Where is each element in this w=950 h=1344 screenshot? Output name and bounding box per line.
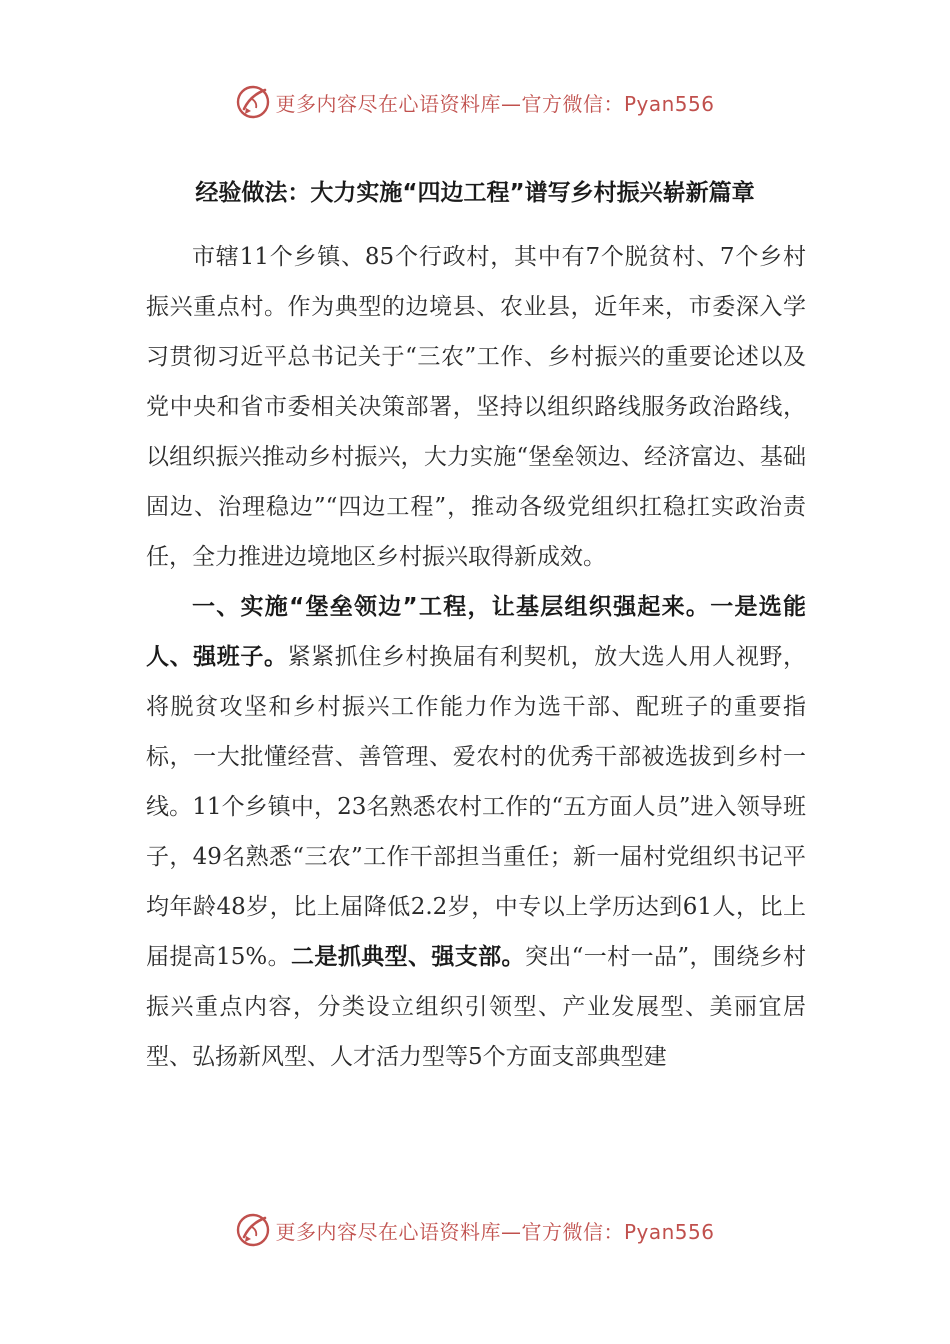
point1-text: 紧紧抓住乡村换届有利契机，放大选人用人视野，将脱贫攻坚和乡村振兴工作能力作为选干部、配班子的重要指标，一大批懂经营、善管理、爱农村的优秀干部被选拔到乡村一线。11个乡镇中，23名熟悉农村工作的“五方面人员”进入领导班子，49名熟悉“三农”工作干部担当重任；新一届村党组织书记平均年龄48岁，比上届降低2.2岁，中专以上学历达到61人，比上届提高15%。 <box>146 644 807 970</box>
document-body <box>146 232 806 1082</box>
intro-paragraph: 市辖11个乡镇、85个行政村，其中有7个脱贫村、7个乡村振兴重点村。作为典型的边境县、农业县，近年来，市委深入学习贯彻习近平总书记关于“三农”工作、乡村振兴的重要论述以及党中央和省市委相关决策部署，坚持以组织路线服务政治路线，以组织振兴推动乡村振兴，大力实施“堡垒领边、经济富边、基础固边、治理稳边”“四边工程”，推动各级党组织扛稳扛实政治责任，全力推进边境地区乡村振兴取得新成效。 <box>146 244 806 570</box>
watermark-text: 更多内容尽在心语资料库—官方微信：Pyan556 <box>275 1219 715 1244</box>
header-watermark-banner <box>0 82 950 122</box>
document-title: 经验做法：大力实施“四边工程”谱写乡村振兴崭新篇章 <box>195 180 755 206</box>
pen-logo-icon <box>235 1212 271 1248</box>
watermark-text: 更多内容尽在心语资料库—官方微信：Pyan556 <box>275 91 715 116</box>
point2-heading: 二是抓典型、强支部。 <box>291 944 525 970</box>
pen-logo-icon <box>235 84 271 120</box>
section1-heading: 一、实施“堡垒领边”工程，让基层组织强起来。 <box>192 594 711 620</box>
point2-text: 突出“一村一品”，围绕乡村振兴重点内容，分类设立组织引领型、产业发展型、美丽宜居型、弘扬新风型、人才活力型等5个方面支部典型建 <box>146 944 807 1070</box>
section-paragraph <box>146 582 806 1082</box>
point1-heading: 一是选能人、强班子。 <box>146 594 806 670</box>
footer-watermark-banner <box>0 1210 950 1250</box>
